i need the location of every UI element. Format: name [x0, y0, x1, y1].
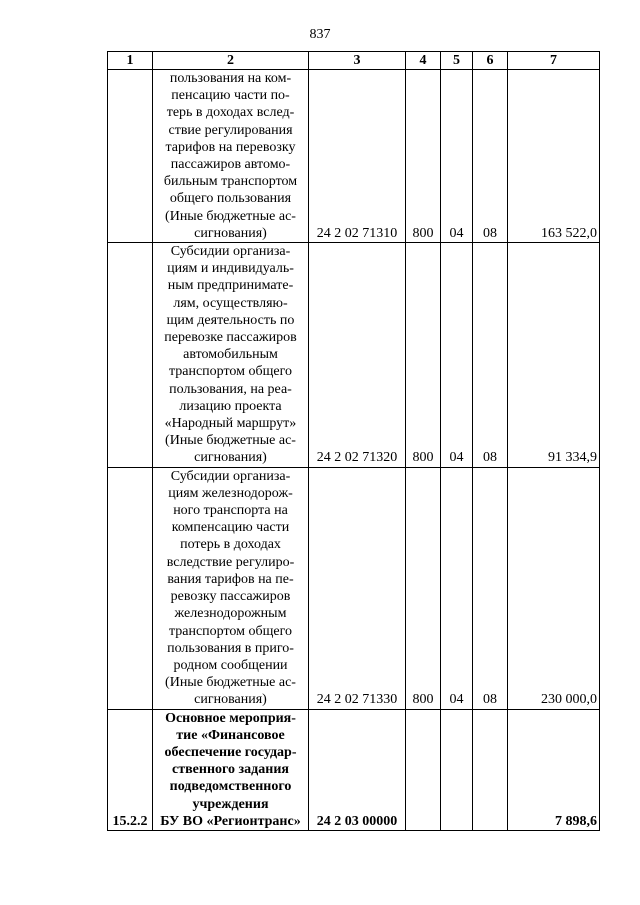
description-line: циям и индивидуаль-	[167, 261, 294, 277]
description-line: циям железнодорож-	[168, 485, 293, 501]
table-row	[108, 243, 600, 468]
description-line: подведомственного	[169, 779, 292, 795]
description-line: пользования, на реа-	[169, 381, 292, 397]
description-line: транспортом общего	[168, 364, 293, 380]
header-col-3: 3	[309, 52, 406, 70]
description-line: потерь в доходах	[180, 537, 281, 553]
item-number	[108, 243, 153, 468]
header-row	[108, 52, 600, 70]
description-line: Субсидии организа-	[170, 468, 291, 484]
amount-value: 230 000,0	[508, 467, 600, 709]
item-number: 15.2.2	[108, 709, 153, 830]
subsection-code: 08	[473, 243, 508, 468]
description-line: (Иные бюджетные ас-	[165, 433, 296, 449]
description-line: перевозке пассажиров	[164, 330, 297, 346]
description-line: сигнования)	[194, 692, 267, 708]
description-line: терь в доходах вслед-	[166, 105, 295, 121]
item-description	[153, 70, 309, 243]
description-line: ным предпринимате-	[167, 278, 294, 294]
header-col-5: 5	[441, 52, 473, 70]
table-row	[108, 467, 600, 709]
description-line: «Народный маршрут»	[164, 416, 297, 432]
description-line: пользования на ком-	[169, 71, 292, 86]
description-line: лизацию проекта	[179, 398, 282, 414]
section-code: 04	[441, 70, 473, 243]
description-line: ного транспорта на	[173, 503, 288, 519]
item-number	[108, 70, 153, 243]
description-line: пользования в приго-	[167, 640, 294, 656]
description-line: (Иные бюджетные ас-	[165, 675, 296, 691]
description-line: общего пользования	[169, 191, 292, 207]
amount-value: 163 522,0	[508, 70, 600, 243]
expense-type: 800	[406, 467, 441, 709]
expense-type	[406, 709, 441, 830]
description-line: БУ ВО «Регионтранс»	[160, 813, 301, 829]
item-description	[153, 467, 309, 709]
description-line: ственного задания	[172, 762, 289, 778]
description-line: родном сообщении	[173, 657, 288, 673]
item-number	[108, 467, 153, 709]
description-line: Субсидии организа-	[170, 244, 291, 260]
section-code: 04	[441, 467, 473, 709]
description-line: транспортом общего	[168, 623, 293, 639]
description-line: автомобильным	[183, 347, 278, 363]
budget-table	[107, 51, 600, 831]
subsection-code	[473, 709, 508, 830]
description-line: железнодорожным	[174, 606, 287, 622]
item-description	[153, 243, 309, 468]
section-code	[441, 709, 473, 830]
description-line: пассажиров автомо-	[170, 157, 291, 173]
subsection-code: 08	[473, 70, 508, 243]
table-row	[108, 709, 600, 830]
description-line: лям, осуществляю-	[173, 295, 288, 311]
table-body	[108, 70, 600, 831]
header-col-6: 6	[473, 52, 508, 70]
description-line: щим деятельность по	[166, 312, 295, 328]
description-line: тарифов на перевозку	[165, 139, 296, 155]
header-col-1: 1	[108, 52, 153, 70]
amount-value: 7 898,6	[508, 709, 600, 830]
description-line: учреждения	[192, 796, 269, 812]
table-row	[108, 70, 600, 243]
budget-code: 24 2 03 00000	[309, 709, 406, 830]
page-number: 837	[309, 27, 331, 42]
description-line: сигнования)	[194, 225, 267, 241]
header-col-4: 4	[406, 52, 441, 70]
description-line: бильным транспортом	[163, 174, 298, 190]
description-line: Основное мероприя-	[165, 710, 296, 726]
subsection-code: 08	[473, 467, 508, 709]
description-line: ствие регулирования	[168, 122, 293, 138]
section-code: 04	[441, 243, 473, 468]
header-col-7: 7	[508, 52, 600, 70]
description-line: обеспечение государ-	[164, 744, 297, 760]
expense-type: 800	[406, 70, 441, 243]
description-line: вследствие регулиро-	[166, 554, 295, 570]
budget-code: 24 2 02 71310	[309, 70, 406, 243]
description-line: сигнования)	[194, 450, 267, 466]
description-line: ревозку пассажиров	[170, 589, 291, 605]
description-line: тие «Финансовое	[176, 727, 285, 743]
header-col-2: 2	[153, 52, 309, 70]
budget-code: 24 2 02 71320	[309, 243, 406, 468]
description-line: вания тарифов на пе-	[167, 571, 294, 587]
expense-type: 800	[406, 243, 441, 468]
description-line: компенсацию части	[171, 520, 290, 536]
description-line: пенсацию части по-	[171, 88, 290, 104]
scan-speck	[42, 290, 44, 292]
description-line: (Иные бюджетные ас-	[165, 208, 296, 224]
amount-value: 91 334,9	[508, 243, 600, 468]
budget-code: 24 2 02 71330	[309, 467, 406, 709]
item-description	[153, 709, 309, 830]
